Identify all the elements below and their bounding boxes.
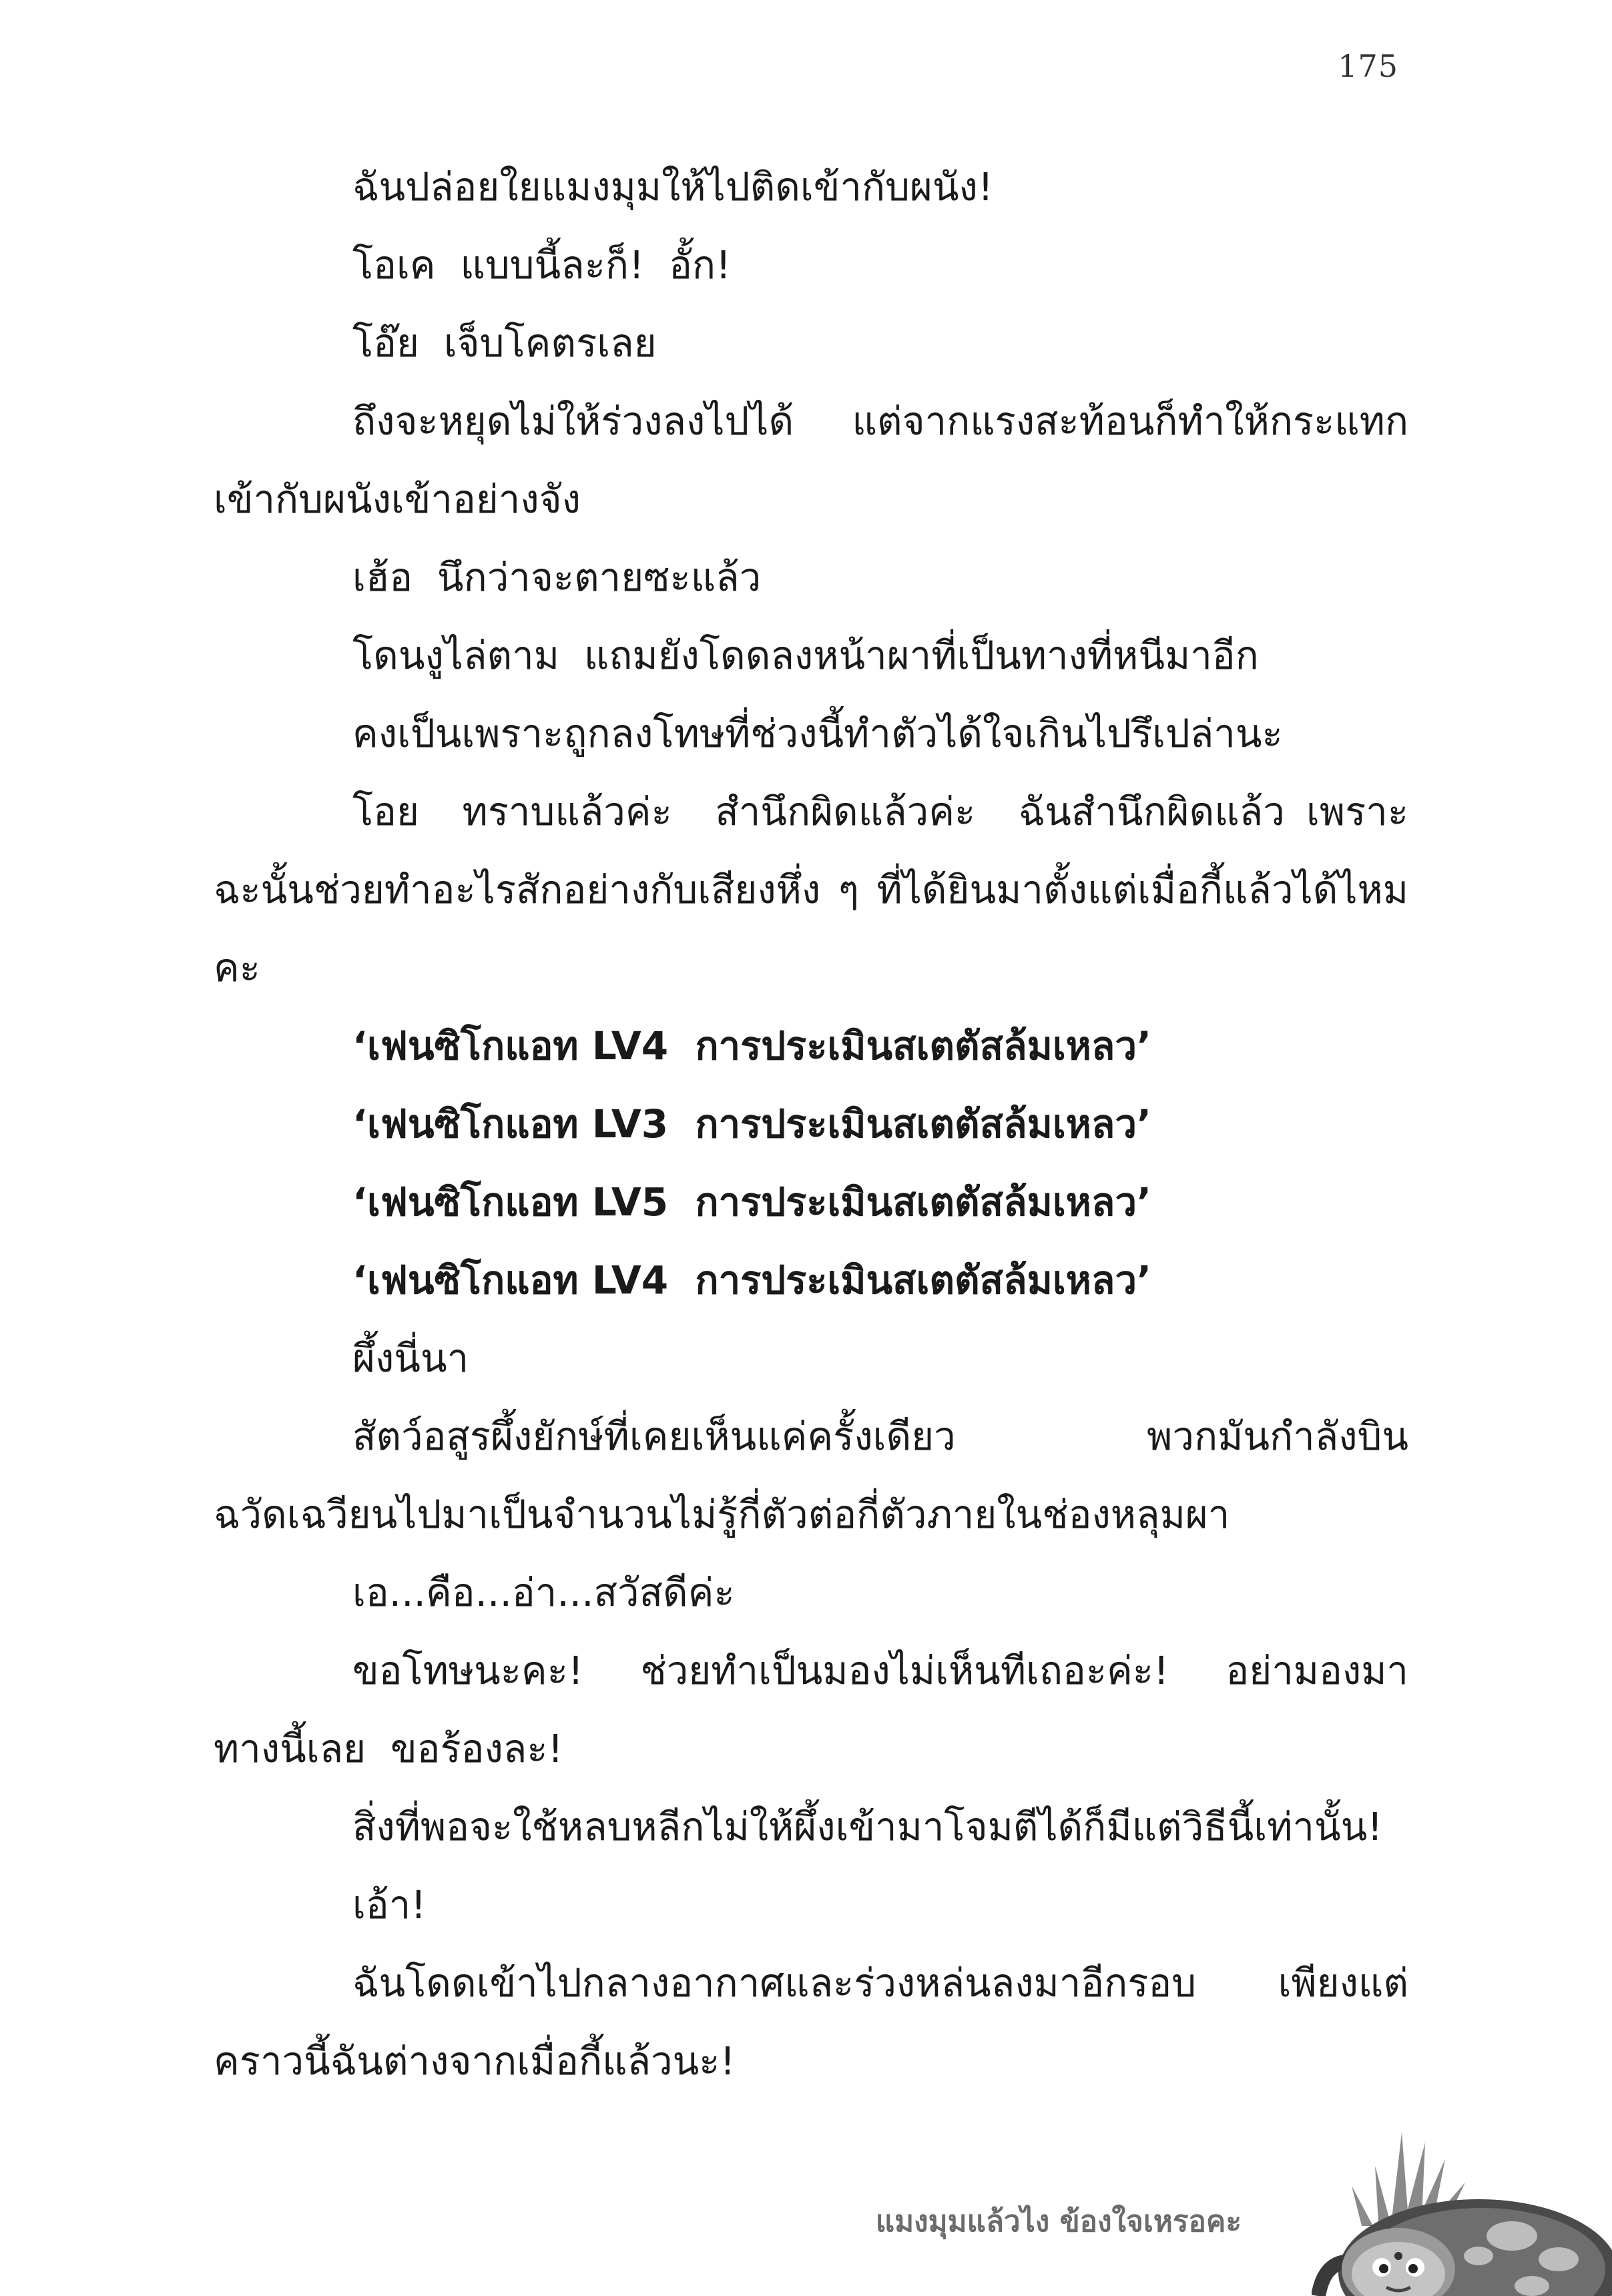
footer-book-title: แมงมุมแล้วไง ข้องใจเหรอคะ	[875, 2205, 1242, 2239]
paragraph: ฉันโดดเข้าไปกลางอากาศและร่วงหล่นลงมาอีกรอบ เพียงแต่คราวนี้ฉันต่างจากเมื่อกี้แล้วนะ!	[214, 1960, 1408, 2084]
paragraph: ถึงจะหยุดไม่ให้ร่วงลงไปได้ แต่จากแรงสะท้อนก็ทำให้กระแทกเข้ากับผนังเข้าอย่างจัง	[214, 398, 1408, 522]
paragraph: สิ่งที่พอจะใช้หลบหลีกไม่ให้ผึ้งเข้ามาโจมตีได้ก็มีแต่วิธีนี้เท่านั้น!	[352, 1804, 1383, 1849]
body-text	[214, 148, 1408, 2100]
page-number: 175	[1338, 48, 1398, 84]
paragraph: โอย ทราบแล้วค่ะ สำนึกผิดแล้วค่ะ ฉันสำนึกผิดแล้ว เพราะฉะนั้นช่วยทำอะไรสักอย่างกับเสียงหึ่ง ๆ ที่ได้ยินมาตั้งแต่เมื่อกี้แล้วได้ไหมคะ	[214, 789, 1408, 990]
status-line: ‘เฟนซิโกแอท LV4 การประเมินสเตตัสล้มเหลว’	[352, 1023, 1152, 1069]
paragraph: ผึ้งนี่นา	[352, 1336, 469, 1381]
paragraph: โอ๊ย เจ็บโคตรเลย	[352, 320, 657, 366]
paragraph: เฮ้อ นึกว่าจะตายซะแล้ว	[352, 555, 762, 600]
status-line: ‘เฟนซิโกแอท LV4 การประเมินสเตตัสล้มเหลว’	[352, 1257, 1152, 1303]
status-line: ‘เฟนซิโกแอท LV3 การประเมินสเตตัสล้มเหลว’	[352, 1101, 1152, 1147]
paragraph: ฉันปล่อยใยแมงมุมให้ไปติดเข้ากับผนัง!	[352, 164, 994, 210]
paragraph: เอ้า!	[352, 1882, 427, 1928]
paragraph: โอเค แบบนี้ละก็! อั้ก!	[352, 242, 732, 288]
paragraph: คงเป็นเพราะถูกลงโทษที่ช่วงนี้ทำตัวได้ใจเกินไปรึเปล่านะ	[352, 711, 1283, 756]
paragraph: ขอโทษนะคะ! ช่วยทำเป็นมองไม่เห็นทีเถอะค่ะ! อย่ามองมาทางนี้เลย ขอร้องละ!	[214, 1648, 1408, 1771]
status-line: ‘เฟนซิโกแอท LV5 การประเมินสเตตัสล้มเหลว’	[352, 1179, 1152, 1225]
paragraph: โดนงูไล่ตาม แถมยังโดดลงหน้าผาที่เป็นทางที่หนีมาอีก	[352, 633, 1259, 678]
paragraph: เอ...คือ...อ่า...สวัสดีค่ะ	[352, 1570, 735, 1615]
spider-mascot-icon	[1312, 2119, 1612, 2296]
paragraph: สัตว์อสูรผึ้งยักษ์ที่เคยเห็นแค่ครั้งเดียว พวกมันกำลังบินฉวัดเฉวียนไปมาเป็นจำนวนไม่รู้กี่ตัวต่อกี่ตัวภายในช่องหลุมผา	[214, 1414, 1408, 1537]
